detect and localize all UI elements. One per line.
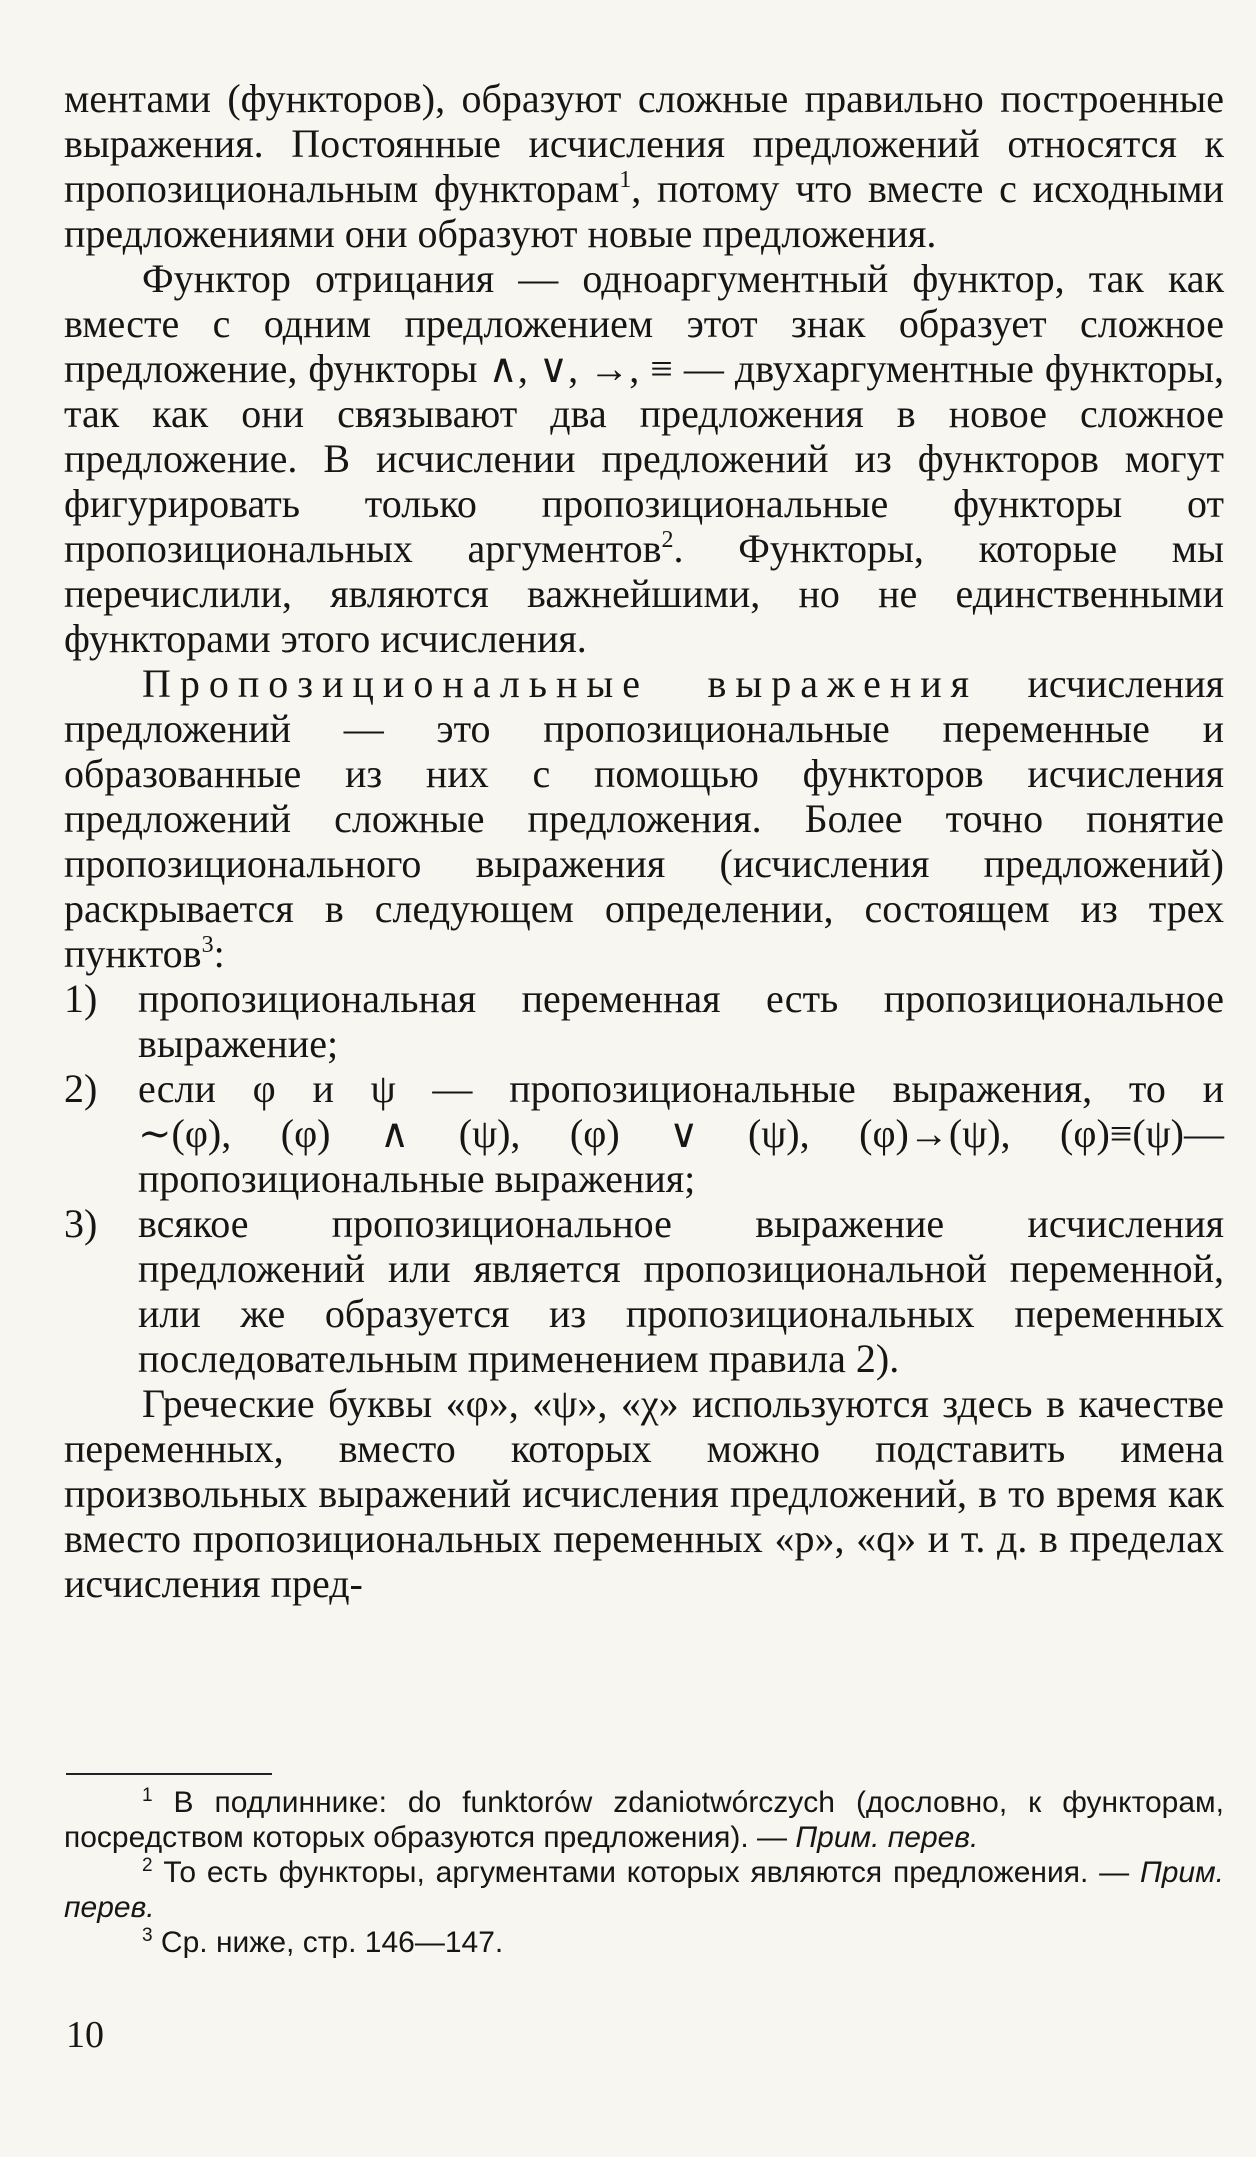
- footnote-ref-1: 1: [619, 167, 632, 193]
- footnote-3: [64, 1925, 1224, 1960]
- footnote-2: [64, 1855, 1224, 1925]
- footnote-text: В подлиннике: do funktorów zdaniotwórczych (дословно, к функторам, посредством которых образуются предложения). —: [64, 1786, 1225, 1854]
- paragraph-1: [64, 76, 1224, 256]
- paragraph-4: [64, 1381, 1224, 1606]
- list-item-text-end: пропозициональные выражения;: [138, 1156, 696, 1201]
- defined-term: Пропозициональные выражения: [142, 661, 979, 706]
- list-number: 3): [64, 1201, 98, 1246]
- list-item-1: [64, 976, 1224, 1066]
- footnote-text: Ср. ниже, стр. 146—147.: [160, 1926, 504, 1959]
- list-item-3: [64, 1201, 1224, 1381]
- footnote-mark: 1: [142, 1785, 153, 1806]
- footnote-1: [64, 1785, 1224, 1855]
- paragraph-3-end: :: [213, 931, 225, 976]
- paragraph-1-end: , потому что вместе с исходными предложениями они образуют новые предложения.: [64, 166, 1224, 256]
- paragraph-4-text: Греческие буквы «φ», «ψ», «χ» используются здесь в качестве переменных, вместо которых можно подставить имена произвольных выражений исчисления предложений, в то время как вместо пропозициональных переменных «p», «q» и т. д. в пределах исчисления пред-: [64, 1381, 1224, 1606]
- logic-formula: ∼(φ), (φ) ∧ (ψ), (φ) ∨ (ψ), (φ)→(ψ), (φ)≡(ψ)—: [138, 1111, 1224, 1156]
- paragraph-2: [64, 256, 1224, 661]
- footnote-mark: 3: [142, 1925, 153, 1946]
- footnote-remark: Прим. перев.: [795, 1821, 979, 1854]
- list-item-text: пропозициональная переменная есть пропозициональное выражение;: [138, 976, 1224, 1066]
- footnotes: [64, 1785, 1224, 1960]
- paragraph-2-end: . Функторы, которые мы перечислили, являются важнейшими, но не единственными функторами этого исчисления.: [64, 526, 1224, 661]
- footnote-divider: [66, 1773, 272, 1775]
- paragraph-1-text: ментами (функторов), образуют сложные правильно построенные выражения. Постоянные исчисления предложений относятся к пропозициональным функторам: [64, 76, 1224, 211]
- list-item-text: если φ и ψ — пропозициональные выражения, то и: [138, 1066, 1224, 1111]
- list-number: 1): [64, 976, 98, 1021]
- main-text: [64, 76, 1224, 1606]
- paragraph-2-text: Функтор отрицания — одноаргументный функтор, так как вместе с одним предложением этот знак образует сложное предложение, функторы ∧, ∨, →, ≡ — двухаргументные функторы, так как они связывают два предложения в новое сложное предложение. В исчислении предложений из функторов могут фигурировать только пропозициональные функторы от пропозициональных аргументов: [64, 256, 1224, 571]
- paragraph-3: [64, 661, 1224, 976]
- list-item-2: [64, 1066, 1224, 1201]
- footnote-mark: 2: [142, 1855, 153, 1876]
- footnote-ref-3: 3: [201, 932, 214, 958]
- list-item-text: всякое пропозициональное выражение исчисления предложений или является пропозициональной переменной, или же образуется из пропозициональных переменных последовательным применением правила 2).: [138, 1201, 1224, 1381]
- list-number: 2): [64, 1066, 98, 1111]
- paragraph-3-text: исчисления предложений — это пропозициональные переменные и образованные из них с помощью функторов исчисления предложений сложные предложения. Более точно понятие пропозиционального выражения (исчисления предложений) раскрывается в следующем определении, состоящем из трех пунктов: [64, 661, 1224, 976]
- footnote-ref-2: 2: [661, 527, 674, 553]
- footnote-text: То есть функторы, аргументами которых являются предложения. —: [163, 1856, 1140, 1889]
- footnote-remark: Прим. перев.: [64, 1856, 1224, 1924]
- page-number: 10: [66, 2014, 104, 2056]
